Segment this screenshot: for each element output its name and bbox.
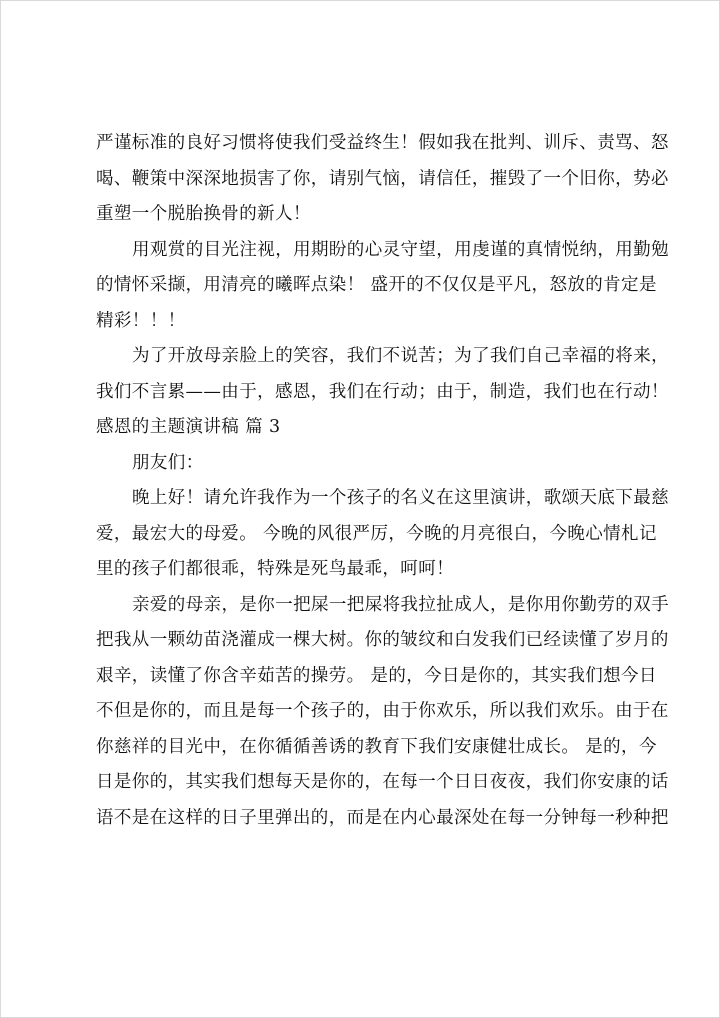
text-line: 你慈祥的目光中，在你循循善诱的教育下我们安康健壮成长。 是的，今 xyxy=(96,736,657,757)
text-line: 精彩！！！ xyxy=(96,310,186,331)
text-line: 用观赏的目光注视，用期盼的心灵守望，用虔谨的真情悦纳，用勤勉 xyxy=(132,239,669,260)
document-body xyxy=(96,126,669,836)
text-line: 语不是在这样的日子里弹出的，而是在内心最深处在每一分钟每一秒种把 xyxy=(96,807,669,828)
text-line: 严谨标准的良好习惯将使我们受益终生！假如我在批判、训斥、责骂、怒 xyxy=(96,133,669,153)
text-line: 为了开放母亲脸上的笑容，我们不说苦；为了我们自己幸福的将来， xyxy=(132,346,669,366)
text-line: 爱，最宏大的母爱。 今晚的风很严厉，今晚的月亮很白，今晚心情札记 xyxy=(96,523,657,544)
text-line: 里的孩子们都很乖，特殊是死鸟最乖，呵呵！ xyxy=(96,559,454,579)
text-line: 我们不言累——由于，感恩，我们在行动；由于，制造，我们也在行动！ xyxy=(96,381,669,402)
text-line: 把我从一颗幼苗浇灌成一棵大树。你的皱纹和白发我们已经读懂了岁月的 xyxy=(96,630,669,650)
section-heading: 感恩的主题演讲稿 篇 3 xyxy=(96,417,281,437)
text-line: 亲爱的母亲，是你一把屎一把屎将我拉扯成人，是你用你勤劳的双手 xyxy=(132,594,669,615)
text-line: 日是你的，其实我们想每天是你的，在每一个日日夜夜，我们你安康的话 xyxy=(96,772,669,792)
text-line: 的情怀采撷，用清亮的曦晖点染！ 盛开的不仅仅是平凡，怒放的肯定是 xyxy=(96,275,657,295)
text-line: 晚上好！请允许我作为一个孩子的名义在这里演讲，歌颂天底下最慈 xyxy=(132,488,669,508)
text-line: 不但是你的，而且是每一个孩子的，由于你欢乐，所以我们欢乐。由于在 xyxy=(96,701,669,721)
text-line: 艰辛，读懂了你含辛茹苦的操劳。 是的，今日是你的，其实我们想今日 xyxy=(96,665,657,686)
text-line: 重塑一个脱胎换骨的新人！ xyxy=(96,204,311,224)
text-line: 喝、鞭策中深深地损害了你，请别气恼，请信任，摧毁了一个旧你，势必 xyxy=(96,168,669,189)
salutation: 朋友们： xyxy=(132,452,204,473)
